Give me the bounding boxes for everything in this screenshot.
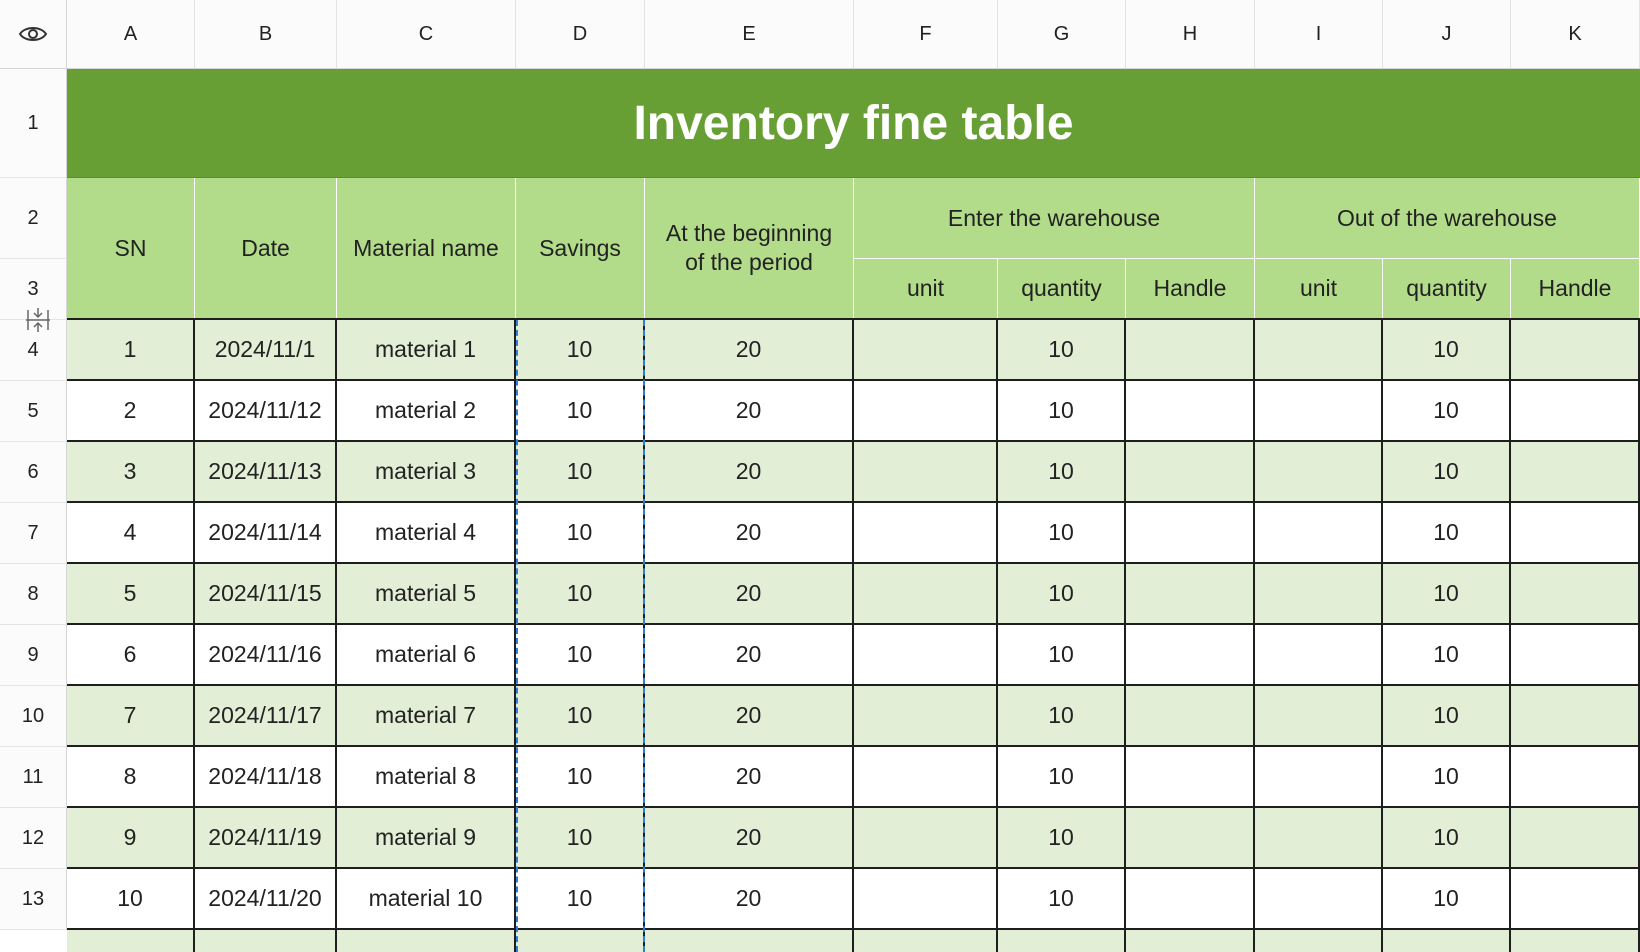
cell-c6[interactable]: material 3 bbox=[337, 442, 516, 503]
cell-b8[interactable]: 2024/11/15 bbox=[195, 564, 337, 625]
cell-i10[interactable] bbox=[1255, 686, 1383, 747]
cell-h11[interactable] bbox=[1126, 747, 1255, 808]
cell-i6[interactable] bbox=[1255, 442, 1383, 503]
column-header-g[interactable]: G bbox=[998, 0, 1126, 69]
cell-h8[interactable] bbox=[1126, 564, 1255, 625]
cell-d8[interactable]: 10 bbox=[516, 564, 645, 625]
cell-d10[interactable]: 10 bbox=[516, 686, 645, 747]
cell-g4[interactable]: 10 bbox=[998, 320, 1126, 381]
cell-g10[interactable]: 10 bbox=[998, 686, 1126, 747]
header-material-name[interactable]: Material name bbox=[337, 178, 516, 319]
column-header-e[interactable]: E bbox=[645, 0, 854, 69]
cell-partial[interactable] bbox=[998, 930, 1126, 952]
column-header-a[interactable]: A bbox=[67, 0, 195, 69]
column-header-d[interactable]: D bbox=[516, 0, 645, 69]
cell-partial[interactable] bbox=[645, 930, 854, 952]
header-out-warehouse[interactable]: Out of the warehouse bbox=[1255, 178, 1640, 259]
cell-a4[interactable]: 1 bbox=[67, 320, 195, 381]
cell-partial[interactable] bbox=[854, 930, 998, 952]
cell-c10[interactable]: material 7 bbox=[337, 686, 516, 747]
cell-e11[interactable]: 20 bbox=[645, 747, 854, 808]
header-out-unit[interactable]: unit bbox=[1255, 259, 1383, 319]
cell-d11[interactable]: 10 bbox=[516, 747, 645, 808]
row-header-11[interactable]: 11 bbox=[0, 747, 67, 808]
cell-i5[interactable] bbox=[1255, 381, 1383, 442]
cell-g7[interactable]: 10 bbox=[998, 503, 1126, 564]
cell-h7[interactable] bbox=[1126, 503, 1255, 564]
cell-d6[interactable]: 10 bbox=[516, 442, 645, 503]
row-header-8[interactable]: 8 bbox=[0, 564, 67, 625]
cell-a7[interactable]: 4 bbox=[67, 503, 195, 564]
cell-j8[interactable]: 10 bbox=[1383, 564, 1511, 625]
cell-b10[interactable]: 2024/11/17 bbox=[195, 686, 337, 747]
cell-c13[interactable]: material 10 bbox=[337, 869, 516, 930]
cell-e6[interactable]: 20 bbox=[645, 442, 854, 503]
cell-g8[interactable]: 10 bbox=[998, 564, 1126, 625]
select-all-corner[interactable] bbox=[0, 0, 67, 69]
cell-k9[interactable] bbox=[1511, 625, 1640, 686]
cell-j13[interactable]: 10 bbox=[1383, 869, 1511, 930]
cell-e12[interactable]: 20 bbox=[645, 808, 854, 869]
sheet-title[interactable]: Inventory fine table bbox=[67, 69, 1640, 178]
cell-partial[interactable] bbox=[1511, 930, 1640, 952]
cell-c9[interactable]: material 6 bbox=[337, 625, 516, 686]
cell-a12[interactable]: 9 bbox=[67, 808, 195, 869]
cell-c4[interactable]: material 1 bbox=[337, 320, 516, 381]
cell-k11[interactable] bbox=[1511, 747, 1640, 808]
cell-e10[interactable]: 20 bbox=[645, 686, 854, 747]
row-header-5[interactable]: 5 bbox=[0, 381, 67, 442]
row-header-9[interactable]: 9 bbox=[0, 625, 67, 686]
header-date[interactable]: Date bbox=[195, 178, 337, 319]
cell-k10[interactable] bbox=[1511, 686, 1640, 747]
cell-j6[interactable]: 10 bbox=[1383, 442, 1511, 503]
cell-j9[interactable]: 10 bbox=[1383, 625, 1511, 686]
cell-a10[interactable]: 7 bbox=[67, 686, 195, 747]
cell-j10[interactable]: 10 bbox=[1383, 686, 1511, 747]
cell-a9[interactable]: 6 bbox=[67, 625, 195, 686]
cell-h5[interactable] bbox=[1126, 381, 1255, 442]
cell-k6[interactable] bbox=[1511, 442, 1640, 503]
cell-c12[interactable]: material 9 bbox=[337, 808, 516, 869]
cell-g11[interactable]: 10 bbox=[998, 747, 1126, 808]
row-header-3[interactable]: 3 bbox=[0, 259, 67, 320]
cell-partial[interactable] bbox=[516, 930, 645, 952]
cell-partial[interactable] bbox=[337, 930, 516, 952]
row-header-4[interactable]: 4 bbox=[0, 320, 67, 381]
cell-f10[interactable] bbox=[854, 686, 998, 747]
cell-j11[interactable]: 10 bbox=[1383, 747, 1511, 808]
header-out-handle[interactable]: Handle bbox=[1511, 259, 1640, 319]
cell-e9[interactable]: 20 bbox=[645, 625, 854, 686]
header-in-handle[interactable]: Handle bbox=[1126, 259, 1255, 319]
cell-partial[interactable] bbox=[195, 930, 337, 952]
cell-f12[interactable] bbox=[854, 808, 998, 869]
cell-k4[interactable] bbox=[1511, 320, 1640, 381]
column-header-f[interactable]: F bbox=[854, 0, 998, 69]
cell-i12[interactable] bbox=[1255, 808, 1383, 869]
cell-b5[interactable]: 2024/11/12 bbox=[195, 381, 337, 442]
header-in-unit[interactable]: unit bbox=[854, 259, 998, 319]
cell-a8[interactable]: 5 bbox=[67, 564, 195, 625]
cell-e5[interactable]: 20 bbox=[645, 381, 854, 442]
row-header-1[interactable]: 1 bbox=[0, 69, 67, 178]
cell-a5[interactable]: 2 bbox=[67, 381, 195, 442]
cell-i4[interactable] bbox=[1255, 320, 1383, 381]
cell-k7[interactable] bbox=[1511, 503, 1640, 564]
cell-e4[interactable]: 20 bbox=[645, 320, 854, 381]
cell-c5[interactable]: material 2 bbox=[337, 381, 516, 442]
row-header-10[interactable]: 10 bbox=[0, 686, 67, 747]
cell-f8[interactable] bbox=[854, 564, 998, 625]
cell-h13[interactable] bbox=[1126, 869, 1255, 930]
cell-partial[interactable] bbox=[67, 930, 195, 952]
column-header-h[interactable]: H bbox=[1126, 0, 1255, 69]
cell-b13[interactable]: 2024/11/20 bbox=[195, 869, 337, 930]
cell-i9[interactable] bbox=[1255, 625, 1383, 686]
cell-i8[interactable] bbox=[1255, 564, 1383, 625]
cell-d13[interactable]: 10 bbox=[516, 869, 645, 930]
cell-b12[interactable]: 2024/11/19 bbox=[195, 808, 337, 869]
cell-f6[interactable] bbox=[854, 442, 998, 503]
column-header-k[interactable]: K bbox=[1511, 0, 1640, 69]
header-beginning-period[interactable]: At the beginning of the period bbox=[645, 178, 854, 319]
cell-c11[interactable]: material 8 bbox=[337, 747, 516, 808]
cell-j7[interactable]: 10 bbox=[1383, 503, 1511, 564]
cell-a6[interactable]: 3 bbox=[67, 442, 195, 503]
cell-c7[interactable]: material 4 bbox=[337, 503, 516, 564]
cell-f9[interactable] bbox=[854, 625, 998, 686]
cell-h6[interactable] bbox=[1126, 442, 1255, 503]
cell-d12[interactable]: 10 bbox=[516, 808, 645, 869]
cell-j5[interactable]: 10 bbox=[1383, 381, 1511, 442]
cell-i7[interactable] bbox=[1255, 503, 1383, 564]
cell-partial[interactable] bbox=[1383, 930, 1511, 952]
cell-g9[interactable]: 10 bbox=[998, 625, 1126, 686]
cell-f4[interactable] bbox=[854, 320, 998, 381]
cell-e13[interactable]: 20 bbox=[645, 869, 854, 930]
column-header-c[interactable]: C bbox=[337, 0, 516, 69]
cell-b6[interactable]: 2024/11/13 bbox=[195, 442, 337, 503]
cell-c8[interactable]: material 5 bbox=[337, 564, 516, 625]
cell-a11[interactable]: 8 bbox=[67, 747, 195, 808]
column-header-b[interactable]: B bbox=[195, 0, 337, 69]
cell-a13[interactable]: 10 bbox=[67, 869, 195, 930]
cell-k13[interactable] bbox=[1511, 869, 1640, 930]
cell-h9[interactable] bbox=[1126, 625, 1255, 686]
cell-h10[interactable] bbox=[1126, 686, 1255, 747]
cell-j4[interactable]: 10 bbox=[1383, 320, 1511, 381]
column-header-i[interactable]: I bbox=[1255, 0, 1383, 69]
cell-g12[interactable]: 10 bbox=[998, 808, 1126, 869]
cell-d9[interactable]: 10 bbox=[516, 625, 645, 686]
cell-f11[interactable] bbox=[854, 747, 998, 808]
cell-d5[interactable]: 10 bbox=[516, 381, 645, 442]
cell-k12[interactable] bbox=[1511, 808, 1640, 869]
cell-d4[interactable]: 10 bbox=[516, 320, 645, 381]
row-header-6[interactable]: 6 bbox=[0, 442, 67, 503]
row-header-2[interactable]: 2 bbox=[0, 178, 67, 259]
cell-g13[interactable]: 10 bbox=[998, 869, 1126, 930]
header-in-quantity[interactable]: quantity bbox=[998, 259, 1126, 319]
cell-f7[interactable] bbox=[854, 503, 998, 564]
cell-f5[interactable] bbox=[854, 381, 998, 442]
header-sn[interactable]: SN bbox=[67, 178, 195, 319]
cell-h12[interactable] bbox=[1126, 808, 1255, 869]
cell-e7[interactable]: 20 bbox=[645, 503, 854, 564]
cell-j12[interactable]: 10 bbox=[1383, 808, 1511, 869]
cell-g5[interactable]: 10 bbox=[998, 381, 1126, 442]
header-out-quantity[interactable]: quantity bbox=[1383, 259, 1511, 319]
header-savings[interactable]: Savings bbox=[516, 178, 645, 319]
cell-i13[interactable] bbox=[1255, 869, 1383, 930]
row-header-12[interactable]: 12 bbox=[0, 808, 67, 869]
cell-b7[interactable]: 2024/11/14 bbox=[195, 503, 337, 564]
cell-k8[interactable] bbox=[1511, 564, 1640, 625]
cell-b9[interactable]: 2024/11/16 bbox=[195, 625, 337, 686]
column-header-j[interactable]: J bbox=[1383, 0, 1511, 69]
row-resize-icon[interactable] bbox=[24, 306, 52, 334]
header-enter-warehouse[interactable]: Enter the warehouse bbox=[854, 178, 1255, 259]
cell-f13[interactable] bbox=[854, 869, 998, 930]
cell-k5[interactable] bbox=[1511, 381, 1640, 442]
eye-icon[interactable] bbox=[18, 24, 48, 44]
cell-h4[interactable] bbox=[1126, 320, 1255, 381]
cell-i11[interactable] bbox=[1255, 747, 1383, 808]
cell-g6[interactable]: 10 bbox=[998, 442, 1126, 503]
cell-b4[interactable]: 2024/11/1 bbox=[195, 320, 337, 381]
cell-e8[interactable]: 20 bbox=[645, 564, 854, 625]
row-header-13[interactable]: 13 bbox=[0, 869, 67, 930]
cell-partial[interactable] bbox=[1126, 930, 1255, 952]
cell-partial[interactable] bbox=[1255, 930, 1383, 952]
cell-b11[interactable]: 2024/11/18 bbox=[195, 747, 337, 808]
row-header-7[interactable]: 7 bbox=[0, 503, 67, 564]
cell-d7[interactable]: 10 bbox=[516, 503, 645, 564]
